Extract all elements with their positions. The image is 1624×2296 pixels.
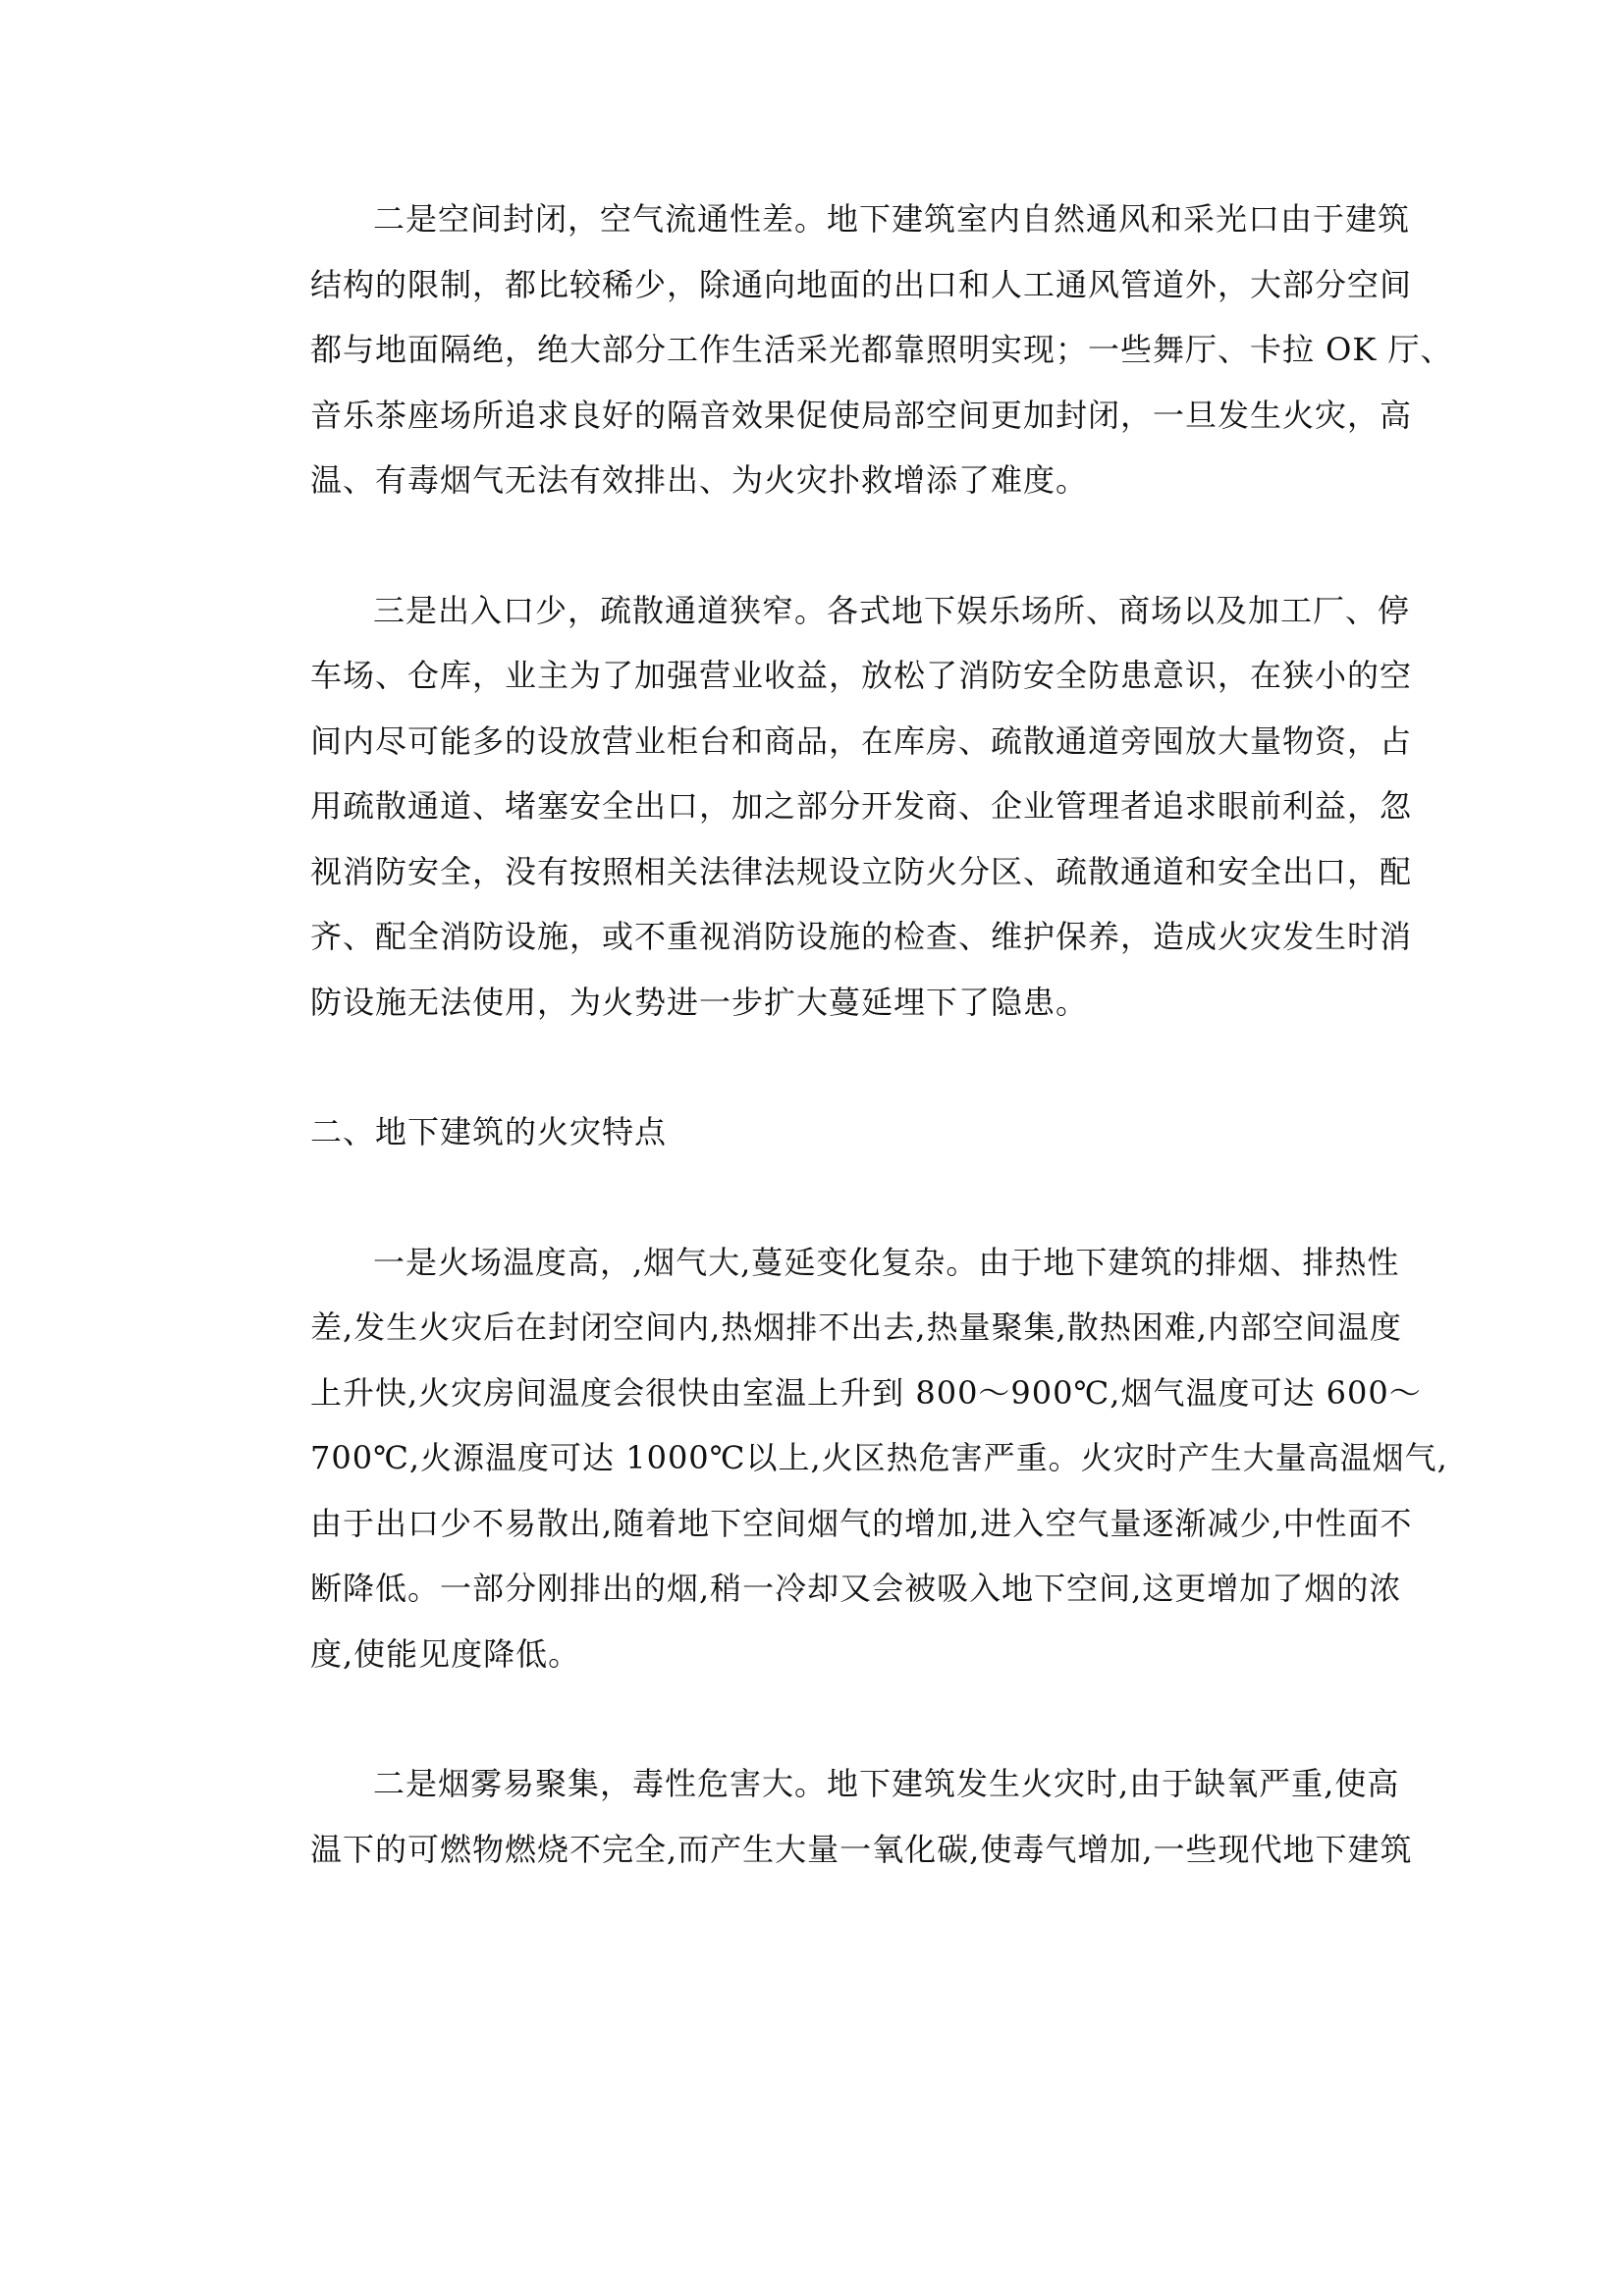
document-body xyxy=(247,187,1453,1947)
paragraph-line: 二是空间封闭，空气流通性差。地下建筑室内自然通风和采光口由于建筑 xyxy=(373,200,1411,238)
paragraph-line: 结构的限制，都比较稀少，除通向地面的出口和人工通风管道外，大部分空间 xyxy=(310,265,1413,303)
paragraph-line: 间内尽可能多的设放营业柜台和商品，在库房、疏散通道旁囤放大量物资，占 xyxy=(310,721,1413,760)
paragraph-few-exits xyxy=(247,578,1413,1036)
section-heading: 二、地下建筑的火灾特点 xyxy=(310,1113,668,1150)
paragraph-line: 上升快,火灾房间温度会很快由室温上升到 800～900℃,烟气温度可达 600～ xyxy=(310,1373,1422,1412)
paragraph-line: 一是火场温度高，,烟气大,蔓延变化复杂。由于地下建筑的排烟、排热性 xyxy=(373,1243,1400,1281)
paragraph-line: 断降低。一部分刚排出的烟,稍一冷却又会被吸入地下空间,这更增加了烟的浓 xyxy=(310,1570,1402,1607)
paragraph-line: 差,发生火灾后在封闭空间内,热烟排不出去,热量聚集,散热困难,内部空间温度 xyxy=(310,1308,1402,1346)
paragraph-line: 音乐茶座场所追求良好的隔音效果促使局部空间更加封闭，一旦发生火灾，高 xyxy=(310,396,1413,434)
paragraph-line: 由于出口少不易散出,随着地下空间烟气的增加,进入空气量逐渐减少,中性面不 xyxy=(310,1504,1413,1542)
paragraph-line: 视消防安全，没有按照相关法律法规设立防火分区、疏散通道和安全出口，配 xyxy=(310,852,1413,890)
paragraph-smoke-toxicity xyxy=(247,1751,1413,1882)
paragraph-line: 三是出入口少，疏散通道狭窄。各式地下娱乐场所、商场以及加工厂、停 xyxy=(373,591,1411,629)
paragraph-line: 齐、配全消防设施，或不重视消防设施的检查、维护保养，造成火灾发生时消 xyxy=(310,918,1413,955)
paragraph-line: 用疏散通道、堵塞安全出口，加之部分开发商、企业管理者追求眼前利益，忽 xyxy=(310,787,1413,825)
paragraph-line: 二是烟雾易聚集，毒性危害大。地下建筑发生火灾时,由于缺氧严重,使高 xyxy=(373,1765,1400,1802)
paragraph-line: 度,使能见度降低。 xyxy=(310,1634,581,1673)
paragraph-line: 防设施无法使用，为火势进一步扩大蔓延埋下了隐患。 xyxy=(310,983,1089,1021)
paragraph-enclosed-space xyxy=(247,187,1453,513)
paragraph-line: 温下的可燃物燃烧不完全,而产生大量一氧化碳,使毒气增加,一些现代地下建筑 xyxy=(310,1830,1413,1868)
paragraph-line: 温、有毒烟气无法有效排出、为火灾扑救增添了难度。 xyxy=(310,461,1089,499)
paragraph-line: 700℃,火源温度可达 1000℃以上,火区热危害严重。火灾时产生大量高温烟气, xyxy=(310,1439,1448,1476)
paragraph-line: 车场、仓库，业主为了加强营业收益，放松了消防安全防患意识，在狭小的空 xyxy=(310,657,1413,694)
paragraph-high-temperature xyxy=(247,1230,1448,1687)
paragraph-line: 都与地面隔绝，绝大部分工作生活采光都靠照明实现；一些舞厅、卡拉 OK 厅、 xyxy=(310,331,1453,368)
